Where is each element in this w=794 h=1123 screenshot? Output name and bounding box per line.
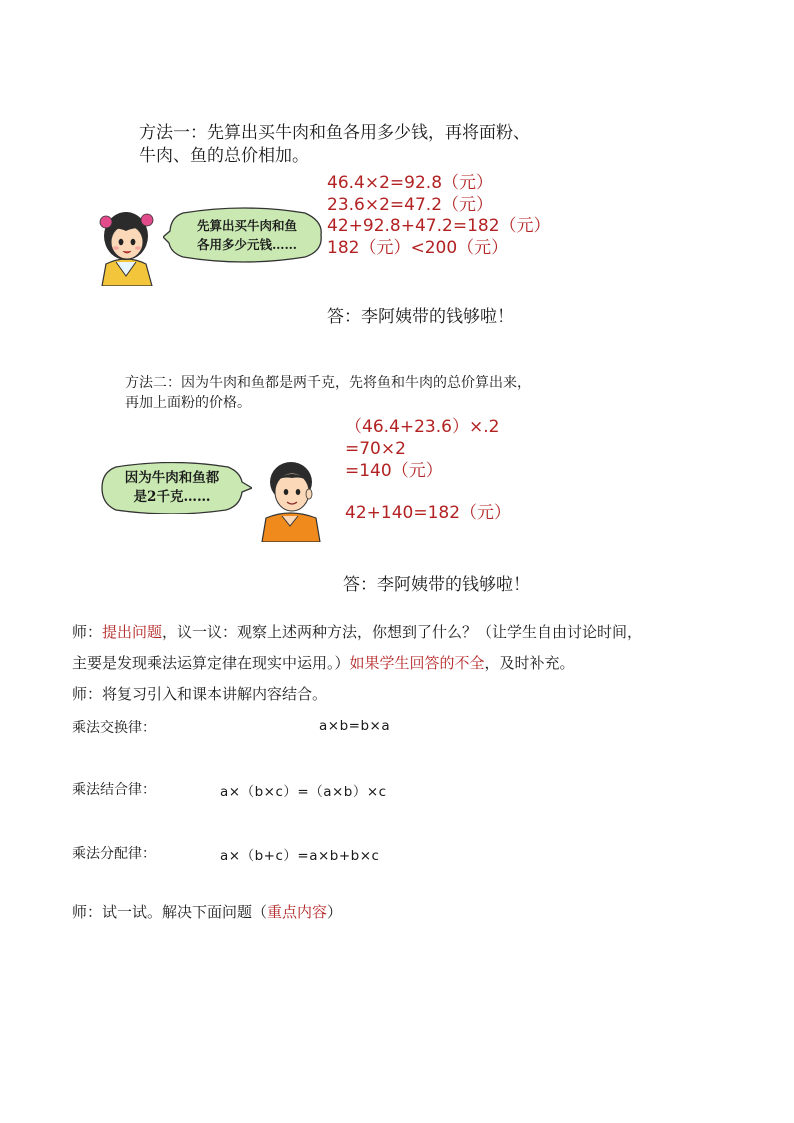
highlight-text: 重点内容 [267, 903, 328, 921]
calc-line: 42+92.8+47.2=182（元） [327, 216, 551, 236]
boy-illustration [256, 452, 326, 542]
teacher-paragraph-2: 主要是发现乘法运算定律在现实中运用。）如果学生回答的不全，及时补充。 [72, 654, 575, 672]
law-commutative-label: 乘法交换律： [72, 720, 156, 736]
method1-calc [327, 173, 551, 259]
teacher-paragraph-3: 师：将复习引入和课本讲解内容结合。 [72, 685, 328, 703]
bubble-girl-line1: 先算出买牛肉和鱼 [196, 218, 297, 233]
method1-heading-line2: 牛肉、鱼的总价相加。 [139, 146, 309, 166]
calc-line: 23.6×2=47.2（元） [327, 194, 494, 215]
calc-line: =70×2 [345, 439, 406, 459]
teacher-paragraph-4: 师：试一试。解决下面问题（重点内容） [72, 903, 343, 921]
law-associative-label: 乘法结合律： [72, 782, 156, 798]
method2-answer: 答：李阿姨带的钱够啦！ [343, 575, 530, 595]
law-associative-formula: a×（b×c）=（a×b）×c [220, 784, 387, 800]
calc-line: 182（元）<200（元） [327, 237, 509, 258]
bubble-boy-line2: 是2千克…… [133, 489, 211, 505]
highlight-text: 如果学生回答的不全 [349, 654, 485, 672]
method2-calc-final: 42+140=182（元） [345, 503, 512, 523]
speech-bubble-girl [163, 207, 325, 263]
speech-bubble-boy [100, 462, 252, 514]
method1-answer: 答：李阿姨带的钱够啦！ [327, 307, 514, 327]
highlight-text: 提出问题 [102, 623, 163, 641]
law-distributive-label: 乘法分配律： [72, 846, 156, 862]
method1-heading-line1: 方法一：先算出买牛肉和鱼各用多少钱，再将面粉、 [139, 123, 530, 143]
calc-line: （46.4+23.6）×.2 [345, 417, 500, 437]
method2-heading-line2: 再加上面粉的价格。 [125, 395, 251, 411]
girl-illustration [92, 198, 162, 286]
calc-line: 46.4×2=92.8（元） [327, 173, 494, 193]
law-distributive-formula: a×（b+c）=a×b+b×c [220, 848, 380, 864]
method2-calc [345, 416, 499, 482]
calc-line: =140（元） [345, 461, 443, 481]
bubble-boy-line1: 因为牛肉和鱼都 [124, 470, 220, 486]
teacher-paragraph-1: 师：提出问题，议一议：观察上述两种方法，你想到了什么？（让学生自由讨论时间， [72, 623, 643, 641]
method2-heading-line1: 方法二：因为牛肉和鱼都是两千克，先将鱼和牛肉的总价算出来， [125, 375, 531, 391]
bubble-girl-line2: 各用多少元钱…… [196, 237, 297, 252]
law-commutative-formula: a×b=b×a [319, 718, 391, 734]
